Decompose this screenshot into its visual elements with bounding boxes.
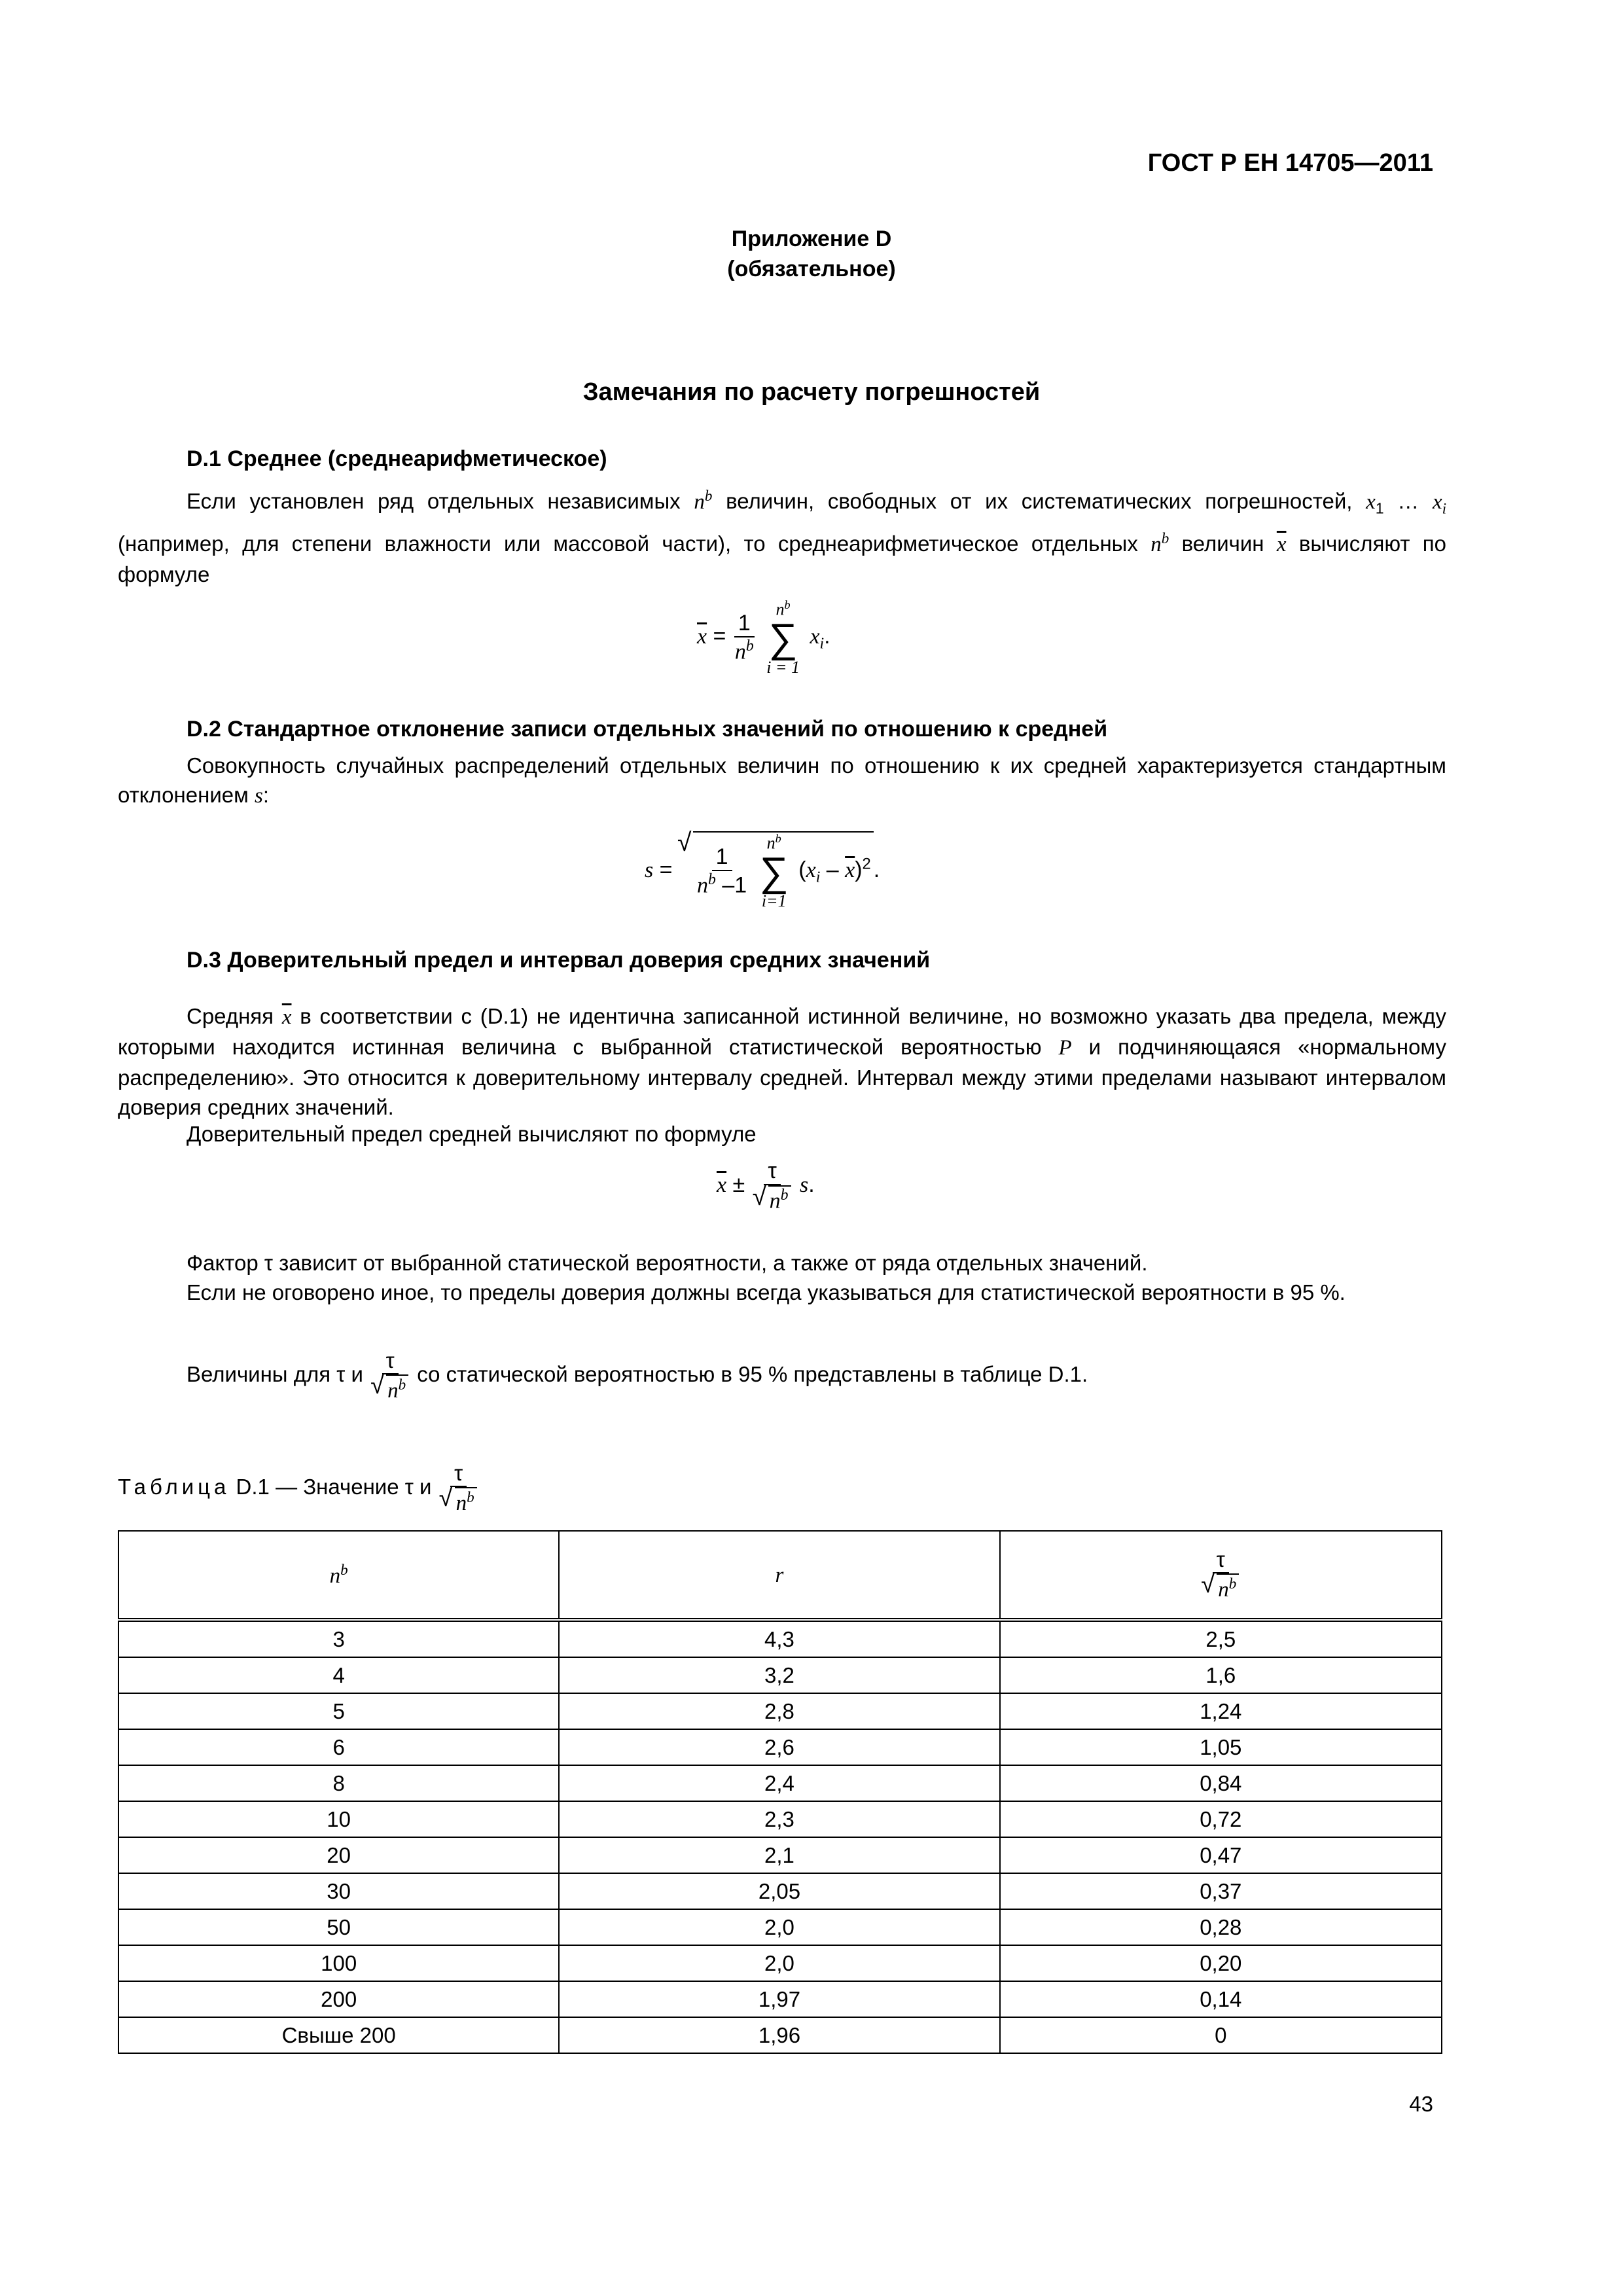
cell-tau-ratio: 2,5: [1000, 1620, 1442, 1657]
cell-n: 200: [118, 1981, 559, 2017]
table-row: [118, 1801, 1442, 1837]
cell-n: Свыше 200: [118, 2017, 559, 2053]
page-title: Замечания по расчету погрешностей: [582, 378, 1041, 406]
cell-n: 6: [118, 1729, 559, 1765]
cell-tau-ratio: 1,05: [1000, 1729, 1442, 1765]
formula-mean: $\overline{x}$ = $\frac{1}{n^b}$ $n^b$ ∑ i = 1 $x_i$.: [697, 598, 830, 677]
table-row: [118, 1909, 1442, 1945]
cell-n: 10: [118, 1801, 559, 1837]
cell-n: 5: [118, 1693, 559, 1729]
page-number: 43: [1409, 2092, 1433, 2116]
section-d2-heading: D.2 Стандартное отклонение записи отдельных значений по отношению к средней: [187, 717, 1108, 742]
cell-tau-ratio: 0,28: [1000, 1909, 1442, 1945]
cell-tau-ratio: 0,14: [1000, 1981, 1442, 2017]
cell-r: 2,0: [559, 1945, 999, 1981]
table-caption: Таблица D.1 — Значение τ и τ √ $n^b$: [118, 1461, 480, 1516]
table-row: [118, 1657, 1442, 1693]
section-d1-text: Если установлен ряд отдельных независимых $n^b$ величин, свободных от их систематических погрешностей, $x_1$ … $x_i$ (например, для степени влажности или массовой части), то среднеарифметическое отдельных $n^b$ величин $\overline{x}$ вычисляют по формуле: [118, 487, 1447, 586]
cell-r: 2,0: [559, 1909, 999, 1945]
section-d1-heading: D.1 Среднее (среднеарифметическое): [187, 446, 607, 471]
cell-r: 4,3: [559, 1620, 999, 1657]
document-id: ГОСТ Р ЕН 14705—2011: [1147, 149, 1433, 177]
section-d3-paragraph-4: Если не оговорено иное, то пределы доверия должны всегда указываться для статистической вероятности в 95 %.: [187, 1280, 1346, 1304]
section-d2-text: Совокупность случайных распределений отдельных величин по отношению к их средней характеризуется стандартным отклонением s:: [118, 753, 1446, 808]
cell-tau-ratio: 0: [1000, 2017, 1442, 2053]
table-row: [118, 1620, 1442, 1657]
cell-n: 30: [118, 1873, 559, 1909]
formula-confidence-limit: $\overline{x}$ ± τ √ $n^b$ s.: [717, 1158, 815, 1214]
section-d3-paragraph-1: Средняя $\overline{x}$ в соответствии с (D.1) не идентична записанной истинной величине, но возможно указать два предела, между которыми находится истинная величина с выбранной статистической вероятностью P и подчиняющаяся «нормальному распределению». Это относится к доверительному интервалу средней. Интервал между этими пределами называют интервалом доверия средних значений.: [118, 1004, 1447, 1119]
cell-tau-ratio: 0,37: [1000, 1873, 1442, 1909]
table-row: [118, 1945, 1442, 1981]
section-d3-paragraph-2: Доверительный предел средней вычисляют по формуле: [187, 1122, 757, 1146]
cell-tau-ratio: 1,6: [1000, 1657, 1442, 1693]
cell-r: 2,8: [559, 1693, 999, 1729]
cell-r: 2,3: [559, 1801, 999, 1837]
cell-r: 2,1: [559, 1837, 999, 1873]
annex-title: Приложение D: [731, 226, 892, 251]
cell-r: 2,6: [559, 1729, 999, 1765]
section-d3-paragraph-5: Величины для τ и τ √ $n^b$ со статической вероятностью в 95 % представлены в таблице D.1.: [187, 1348, 1088, 1404]
annex-status: (обязательное): [727, 257, 896, 281]
cell-n: 3: [118, 1620, 559, 1657]
cell-r: 1,96: [559, 2017, 999, 2053]
cell-r: 3,2: [559, 1657, 999, 1693]
cell-n: 20: [118, 1837, 559, 1873]
cell-tau-ratio: 1,24: [1000, 1693, 1442, 1729]
cell-n: 50: [118, 1909, 559, 1945]
table-row: [118, 1981, 1442, 2017]
formula-std-dev: s = √ $\frac{1}{n^b -1}$ $n^b$ ∑ i=1 $(x_i - \overline{x})^2$ .: [645, 831, 880, 910]
table-row: [118, 2017, 1442, 2053]
column-header-n: $n^b$: [118, 1531, 559, 1620]
column-header-tau-ratio: τ √ $n^b$: [1000, 1531, 1442, 1620]
table-header-row: [118, 1531, 1442, 1620]
table-row: [118, 1873, 1442, 1909]
cell-n: 8: [118, 1765, 559, 1801]
table-row: [118, 1837, 1442, 1873]
column-header-r: r: [559, 1531, 999, 1620]
cell-n: 4: [118, 1657, 559, 1693]
section-d3-heading: D.3 Доверительный предел и интервал доверия средних значений: [187, 948, 931, 973]
cell-tau-ratio: 0,84: [1000, 1765, 1442, 1801]
cell-tau-ratio: 0,47: [1000, 1837, 1442, 1873]
cell-r: 1,97: [559, 1981, 999, 2017]
section-d3-paragraph-3: Фактор τ зависит от выбранной статической вероятности, а также от ряда отдельных значений.: [187, 1251, 1148, 1275]
cell-r: 2,05: [559, 1873, 999, 1909]
cell-tau-ratio: 0,20: [1000, 1945, 1442, 1981]
table-row: [118, 1729, 1442, 1765]
cell-tau-ratio: 0,72: [1000, 1801, 1442, 1837]
table-row: [118, 1693, 1442, 1729]
cell-r: 2,4: [559, 1765, 999, 1801]
table-row: [118, 1765, 1442, 1801]
cell-n: 100: [118, 1945, 559, 1981]
table-body: [118, 1620, 1442, 2053]
data-table: [118, 1530, 1442, 2054]
